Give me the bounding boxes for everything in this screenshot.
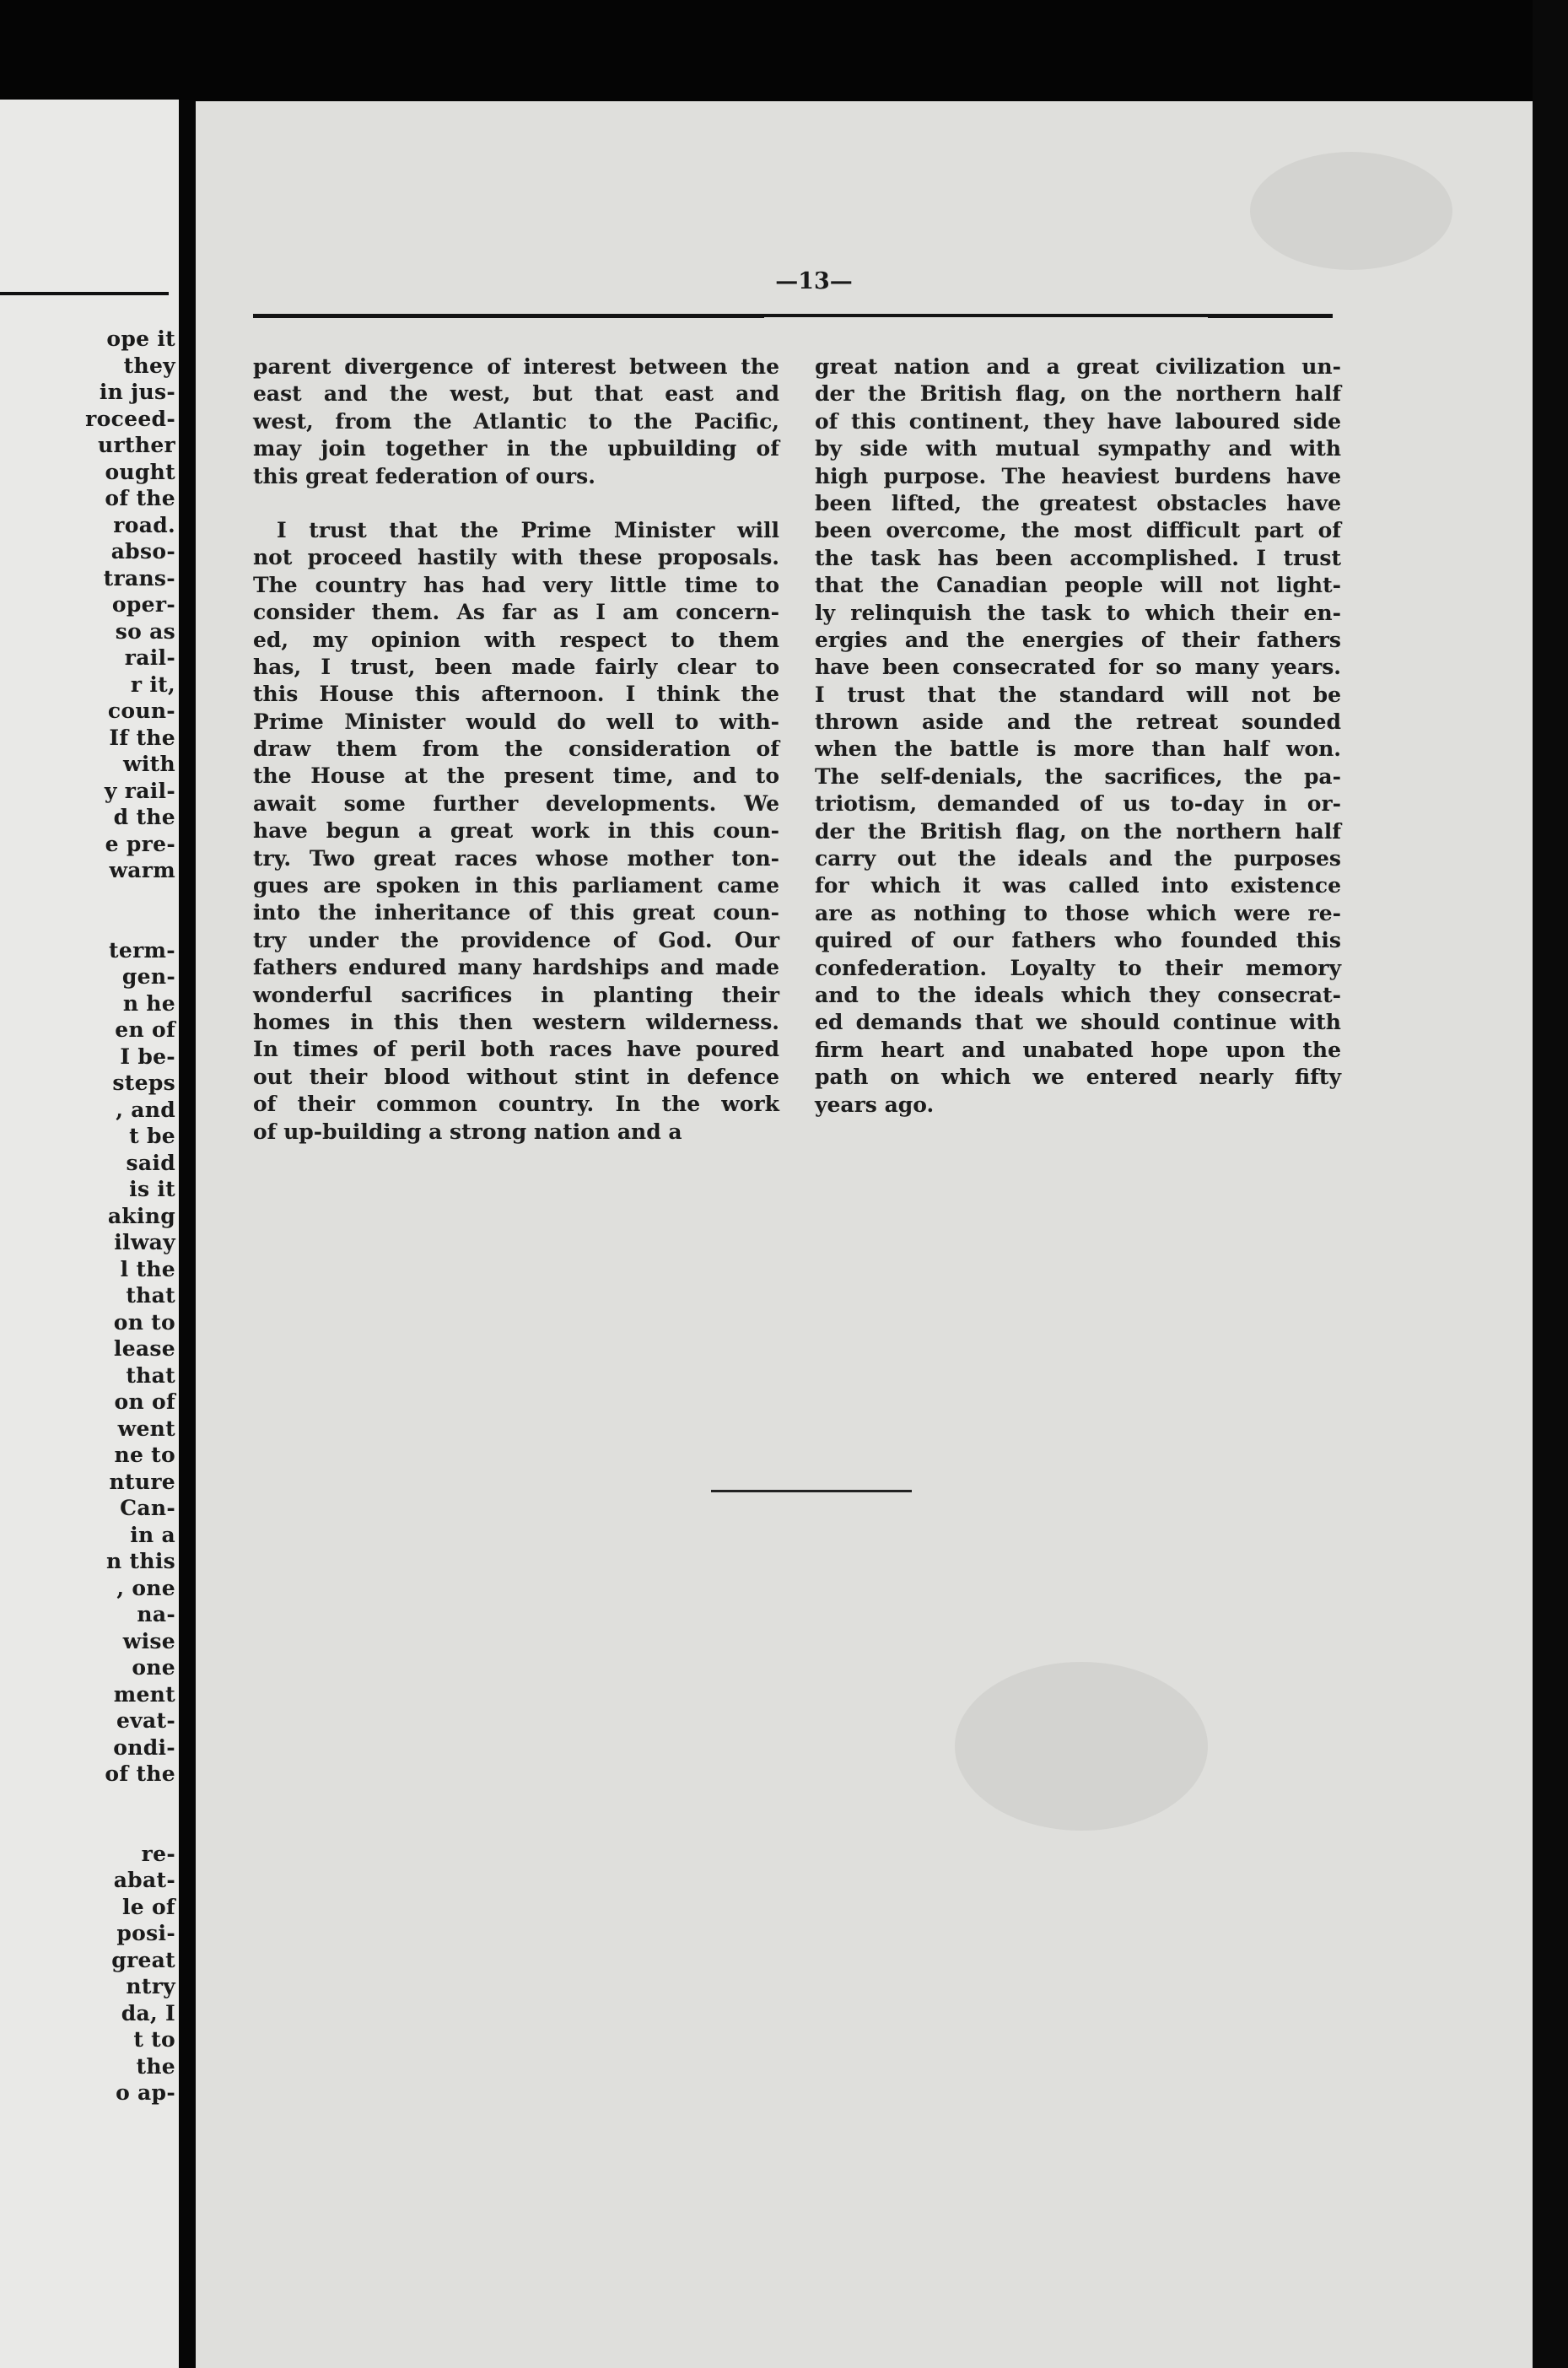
text-line: path on which we entered nearly fifty	[815, 1065, 1341, 1090]
text-line: gues are spoken in this parliament came	[253, 873, 779, 898]
text-line: has, I trust, been made fairly clear to	[253, 654, 779, 679]
fragment-line: so as	[115, 618, 175, 644]
fragment-line: that	[126, 1362, 175, 1388]
fragment-line: the	[136, 2053, 175, 2079]
text-line: Prime Minister would do well to with-	[253, 709, 779, 734]
fragment-line: , and	[116, 1097, 175, 1122]
fragment-line: is it	[129, 1177, 175, 1201]
fragment-line: en of	[115, 1017, 175, 1042]
text-line: may join together in the upbuilding of	[253, 436, 779, 461]
fragment-line: of the	[105, 486, 175, 510]
text-line: ly relinquish the task to which their en-	[815, 600, 1341, 625]
previous-page-strip	[0, 100, 179, 2368]
fragment-line: said	[126, 1150, 175, 1175]
text-line: carry out the ideals and the purposes	[815, 846, 1341, 871]
fragment-line: ope it	[106, 326, 175, 351]
fragment-line: warm	[109, 858, 175, 882]
text-line: The country has had very little time to	[253, 572, 779, 597]
previous-page-text-fragments	[7, 326, 175, 2106]
text-line: the House at the present time, and to	[253, 763, 779, 789]
fragment-line: Can-	[120, 1496, 175, 1520]
fragment-line	[7, 884, 175, 911]
fragment-line: gen-	[121, 964, 175, 989]
fragment-line: of the	[105, 1761, 175, 1786]
text-line: this House this afternoon. I think the	[253, 682, 779, 707]
fragment-line: y rail-	[104, 778, 175, 803]
text-line: for which it was called into existence	[815, 873, 1341, 898]
text-line: the task has been accomplished. I trust	[815, 545, 1341, 570]
text-line: der the British flag, on the northern half	[815, 818, 1341, 844]
text-line: ergies and the energies of their fathers	[815, 627, 1341, 652]
fragment-line: ne to	[114, 1443, 175, 1467]
text-line: have been consecrated for so many years.	[815, 655, 1341, 680]
text-line: firm heart and unabated hope upon the	[815, 1037, 1341, 1062]
fragment-line: n he	[122, 990, 175, 1016]
text-line: await some further developments. We	[253, 790, 779, 816]
fragment-line: coun-	[107, 699, 175, 723]
fragment-line: oper-	[111, 592, 175, 617]
text-line: triotism, demanded of us to-day in or-	[815, 791, 1341, 817]
fragment-line: na-	[137, 1602, 175, 1626]
text-line: thrown aside and the retreat sounded	[815, 709, 1341, 735]
fragment-line: ondi-	[113, 1734, 175, 1760]
fragment-line: da, I	[121, 2000, 175, 2025]
text-line: der the British flag, on the northern half	[815, 381, 1341, 407]
paragraph	[253, 517, 779, 1146]
fragment-line: urther	[98, 433, 175, 457]
fragment-line: great	[111, 1947, 175, 1972]
scan-top-border	[0, 0, 1568, 101]
fragment-line: lease	[113, 1336, 175, 1361]
text-line: I trust that the standard will not be	[815, 682, 1341, 707]
fragment-line: n this	[106, 1549, 175, 1573]
previous-page-rule	[0, 292, 169, 295]
fragment-line: l the	[120, 1256, 175, 1281]
fragment-line: t be	[129, 1124, 175, 1148]
text-line: quired of our fathers who founded this	[815, 928, 1341, 953]
fragment-line: road.	[113, 512, 175, 537]
text-line: been overcome, the most difficult part of	[815, 518, 1341, 543]
text-line: wonderful sacrifices in planting their	[253, 982, 779, 1007]
text-line: by side with mutual sympathy and with	[815, 436, 1341, 461]
text-line: not proceed hastily with these proposals.	[253, 545, 779, 570]
text-line: out their blood without stint in defence	[253, 1064, 779, 1089]
page-number: —13—	[775, 268, 853, 294]
fragment-line: nture	[109, 1469, 175, 1494]
text-column-left	[253, 353, 779, 1146]
fragment-line: in a	[130, 1522, 175, 1547]
fragment-line: , one	[116, 1575, 175, 1600]
fragment-line: on to	[113, 1309, 175, 1335]
fragment-line: ment	[113, 1681, 175, 1707]
text-line: this great federation of ours.	[253, 463, 595, 488]
fragment-line: one	[132, 1655, 175, 1680]
text-line: and to the ideals which they consecrat-	[815, 982, 1341, 1007]
text-line: try. Two great races whose mother ton-	[253, 845, 779, 871]
text-line: high purpose. The heaviest burdens have	[815, 463, 1341, 488]
text-line: have begun a great work in this coun-	[253, 818, 779, 844]
text-line: The self-denials, the sacrifices, the pa-	[815, 763, 1341, 789]
fragment-line: wise	[122, 1628, 175, 1653]
fragment-line: le of	[121, 1894, 175, 1919]
fragment-line: t to	[133, 2027, 175, 2052]
fragment-line: ilway	[114, 1230, 175, 1254]
header-rule-right	[1208, 314, 1333, 318]
text-line: of their common country. In the work	[253, 1092, 779, 1117]
text-line: east and the west, but that east and	[253, 381, 779, 407]
text-line: into the inheritance of this great coun-	[253, 900, 779, 925]
text-line: are as nothing to those which were re-	[815, 900, 1341, 925]
text-line: In times of peril both races have poured	[253, 1037, 779, 1062]
fragment-line: e pre-	[105, 831, 175, 856]
paragraph	[815, 353, 1341, 1119]
text-line: of this continent, they have laboured side	[815, 408, 1341, 434]
fragment-line: o ap-	[116, 2080, 175, 2105]
text-line: consider them. As far as I am concern-	[253, 600, 779, 625]
text-line: years ago.	[815, 1092, 935, 1117]
text-line: west, from the Atlantic to the Pacific,	[253, 408, 779, 434]
fragment-line: r it,	[130, 672, 175, 697]
fragment-line	[7, 1814, 175, 1841]
fragment-line: on of	[114, 1389, 175, 1414]
fragment-line: I be-	[120, 1044, 175, 1069]
scan-right-border	[1533, 0, 1568, 2368]
text-line: draw them from the consideration of	[253, 736, 779, 762]
fragment-line: evat-	[116, 1708, 175, 1733]
text-line: that the Canadian people will not light-	[815, 573, 1341, 598]
fragment-line: abat-	[113, 1868, 175, 1892]
fragment-line: rail-	[124, 645, 175, 670]
fragment-line: they	[123, 353, 175, 378]
text-line: great nation and a great civilization un-	[815, 354, 1341, 379]
text-line: ed demands that we should continue with	[815, 1010, 1341, 1035]
fragment-line: trans-	[103, 565, 175, 591]
paper-stain	[955, 1662, 1208, 1831]
fragment-line: roceed-	[85, 406, 175, 431]
text-line: fathers endured many hardships and made	[253, 955, 779, 980]
text-line: parent divergence of interest between the	[253, 354, 779, 379]
fragment-line	[7, 1788, 175, 1815]
fragment-line: ntry	[126, 1974, 175, 1999]
text-line: confederation. Loyalty to their memory	[815, 955, 1341, 980]
text-line: try under the providence of God. Our	[253, 927, 779, 952]
fragment-line: term-	[109, 937, 175, 963]
paper-stain	[1250, 152, 1452, 270]
text-line: of up-building a strong nation and a	[253, 1119, 682, 1144]
fragment-line	[7, 910, 175, 937]
text-line: when the battle is more than half won.	[815, 736, 1341, 762]
fragment-line: steps	[112, 1071, 175, 1095]
fragment-line: went	[117, 1416, 175, 1441]
end-of-text-rule	[711, 1490, 912, 1492]
text-column-right	[815, 353, 1341, 1119]
text-line: been lifted, the greatest obstacles have	[815, 490, 1341, 515]
text-line: homes in this then western wilderness.	[253, 1009, 779, 1034]
fragment-line: aking	[107, 1203, 175, 1228]
fragment-line: with	[123, 752, 175, 776]
fragment-line: d the	[113, 805, 175, 829]
text-line: I trust that the Prime Minister will	[277, 517, 779, 542]
binding-gutter	[179, 100, 196, 2368]
fragment-line: ought	[105, 459, 175, 484]
text-line: ed, my opinion with respect to them	[253, 627, 779, 652]
fragment-line: in jus-	[99, 380, 175, 404]
fragment-line: re-	[141, 1841, 175, 1866]
header-rule-middle	[764, 314, 1208, 317]
fragment-line: that	[126, 1283, 175, 1308]
paragraph	[253, 353, 779, 490]
fragment-line: abso-	[110, 539, 175, 564]
fragment-line: posi-	[116, 1921, 175, 1945]
header-rule-left	[253, 314, 764, 318]
fragment-line: If the	[109, 725, 175, 750]
